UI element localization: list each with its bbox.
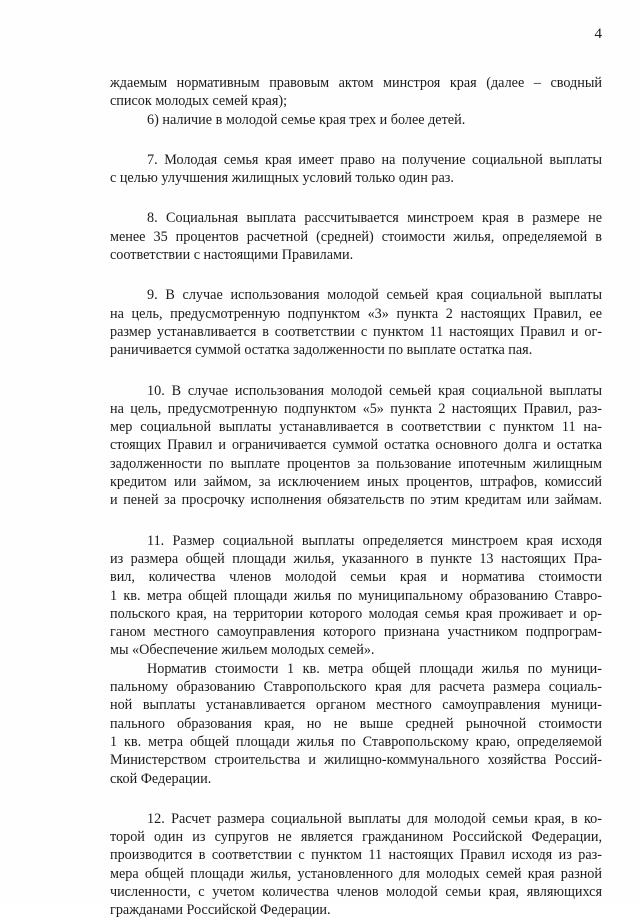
paragraph-clause-12 [110,810,602,920]
text-line: гражданами Российской Федерации. [110,902,331,919]
text-line: 1 кв. метра общей площади жилья по муниципальному образованию Ставро- [110,587,602,604]
text-line: 11. Размер социальной выплаты определяется минстроем края исходя [147,532,602,549]
paragraph-clause-7 [110,151,602,188]
text-line: раничивается суммой остатка задолженности по выплате остатка пая. [110,342,533,359]
text-line: мер социальной выплаты устанавливается в соответствии с пунктом 11 на- [110,419,602,436]
text-line: Министерством строительства и жилищно-коммунального хозяйства Россий- [110,752,602,769]
text-line: менее 35 процентов расчетной (средней) стоимости жилья, определяемой в [110,228,602,245]
text-line: ганом местного самоуправления которого признана участником подпрограм- [110,624,602,641]
text-line: из размера общей площади жилья, указанного в пункте 13 настоящих Пра- [110,550,602,567]
text-line: список молодых семей края); [110,93,288,110]
paragraph-continuation [110,74,602,111]
text-line: Норматив стоимости 1 кв. метра общей площади жилья по муници- [147,660,602,677]
text-line: ской Федерации. [110,770,212,787]
paragraph-clause-10 [110,382,602,510]
text-line: размер устанавливается в соответствии с пунктом 11 настоящих Правил и ог- [110,323,602,340]
text-line: 8. Социальная выплата рассчитывается минстроем края в размере не [147,210,602,227]
text-line: 10. В случае использования молодой семьей края социальной выплаты [147,382,602,399]
paragraph-clause-9 [110,286,602,359]
text-line: стоящих Правил и ограничивается суммой остатка основного долга и остатка [110,437,602,454]
page-number: 4 [594,26,602,42]
text-line: 1 кв. метра общей площади жилья по Ставропольскому краю, определяемой [110,733,602,750]
text-line: и пеней за просрочку исполнения обязательств по этим кредитам или займам. [110,492,602,509]
text-line: торой один из супругов не является гражданином Российской Федерации, [110,829,602,846]
text-line: 6) наличие в молодой семье края трех и более детей. [147,111,466,128]
text-line: соответствии с настоящими Правилами. [110,247,354,264]
document-body [110,74,602,920]
text-line: 12. Расчет размера социальной выплаты для молодой семьи края, в ко- [147,810,602,827]
text-line: численности, с учетом количества членов молодой семьи края, являющихся [110,883,602,900]
paragraph-item-6 [110,111,602,129]
text-line: кредитом или займом, за исключением иных процентов, штрафов, комиссий [110,474,602,491]
text-line: ждаемым нормативным правовым актом минстроя края (далее – сводный [110,75,602,91]
text-line: с целью улучшения жилищных условий только один раз. [110,170,454,187]
text-line: 7. Молодая семья края имеет право на получение социальной выплаты [147,151,602,168]
text-line: пальному образованию Ставропольского края для расчета размера социаль- [110,679,602,696]
text-line: 9. В случае использования молодой семьей края социальной выплаты [147,287,602,304]
paragraph-clause-11 [110,532,602,660]
text-line: вил, количества членов молодой семьи края и норматива стоимости [110,569,602,586]
paragraph-clause-8 [110,209,602,264]
text-line: мы «Обеспечение жильем молодых семей». [110,642,375,659]
text-line: мера общей площади жилья, установленного для молодых семей края разной [110,865,602,882]
text-line: производится в соответствии с пунктом 11 настоящих Правил исходя из раз- [110,847,602,864]
text-line: ной выплаты устанавливается органом местного самоуправления муници- [110,697,602,714]
text-line: задолженности по выплате процентов за пользование ипотечным жилищным [110,455,602,472]
text-line: на цель, предусмотренную подпунктом «5» пункта 2 настоящих Правил, раз- [110,400,602,417]
text-line: на цель, предусмотренную подпунктом «3» пункта 2 настоящих Правил, ее [110,305,602,322]
paragraph-clause-11-norm [110,660,602,788]
text-line: польского края, на территории которого молодая семья края проживает и ор- [110,605,602,622]
text-line: пального образования края, но не выше средней рыночной стоимости [110,715,602,732]
